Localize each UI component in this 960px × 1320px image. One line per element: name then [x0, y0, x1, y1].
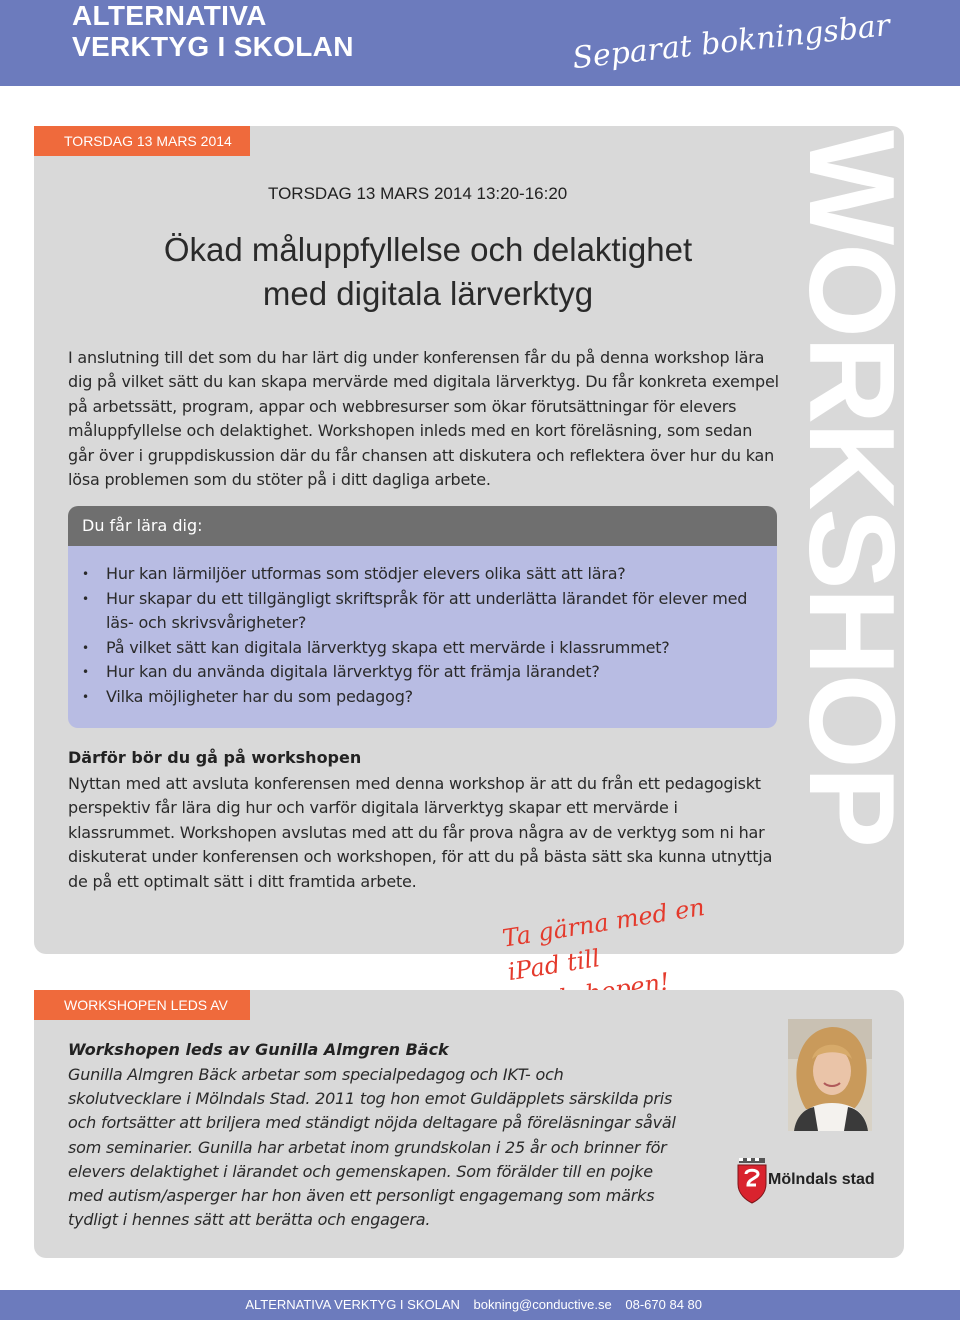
presenter-body: Gunilla Almgren Bäck arbetar som specialpedagog och IKT- och skolutvecklare i Mölndals Stad. 2011 tog hon emot Guldäpplets särskilda pris och fortsätter att briljera med ständigt nöjda deltagare på föreläsningar såväl som seminarier. Gunilla har arbetat inom grundskolan i 25 år och brinner för elevers delaktighet i lärandet och gemenskapen. Som förälder till en pojke med autism/asperger har hon även ett personligt engagemang som märks tydligt i hennes sätt att berätta och engagera. — [68, 1065, 676, 1230]
footer-phone: 08-670 84 80 — [625, 1297, 702, 1312]
why-heading: Därför bör du gå på workshopen — [68, 748, 362, 767]
presenter-tab: WORKSHOPEN LEDS AV — [34, 990, 250, 1020]
learn-item: • Hur kan lärmiljöer utformas som stödjer elevers olika sätt att lära? — [80, 562, 770, 587]
learn-item: • Hur skapar du ett tillgängligt skriftspråk för att underlätta lärandet för elever med läs- och skrivsvårigheter? — [80, 587, 770, 636]
brand-logo-text — [72, 0, 354, 62]
event-title — [68, 228, 788, 316]
footer-contact — [245, 1297, 702, 1312]
workshop-vertical-text: WORKSHOP — [784, 130, 920, 846]
learn-item: • Hur kan du använda digitala lärverktyg för att främja lärandet? — [80, 660, 770, 685]
date-tab: TORSDAG 13 MARS 2014 — [34, 126, 250, 156]
molndal-logo-text: Mölndals stad — [768, 1171, 875, 1188]
presenter-portrait-image — [788, 1019, 872, 1131]
event-datetime: TORSDAG 13 MARS 2014 13:20-16:20 — [268, 184, 568, 203]
learn-item: • På vilket sätt kan digitala lärverktyg skapa ett mervärde i klassrummet? — [80, 636, 770, 661]
brand-line-2: VERKTYG I SKOLAN — [72, 31, 354, 62]
why-body: Nyttan med att avsluta konferensen med denna workshop är att du från ett pedagogiskt perspektiv får lära dig hur och varför digitala lärverktyg skapar ett mervärde i klassrummet. Workshopen avslutas med att du får prova några av de verktyg som ni har diskuterat under konferensen och workshopen, för att du på bästa sätt ska kunna utnyttja de på ett optimalt sätt i ditt framtida arbete. — [68, 774, 773, 891]
presenter-photo — [788, 1019, 872, 1131]
event-title-line-2: med digitala lärverktyg — [262, 275, 594, 312]
molndal-crest-icon — [736, 1158, 768, 1204]
brand-line-1: ALTERNATIVA — [72, 0, 267, 31]
event-title-line-1: Ökad måluppfyllelse och delaktighet — [163, 231, 693, 268]
presenter-heading: Workshopen leds av Gunilla Almgren Bäck — [68, 1040, 449, 1059]
footer-org: ALTERNATIVA VERKTYG I SKOLAN — [245, 1297, 460, 1312]
footer-email[interactable]: bokning@conductive.se — [473, 1297, 612, 1312]
workshop-vertical-label — [784, 130, 920, 890]
ipad-note: Ta gärna med en iPad till — [500, 893, 707, 987]
learn-heading: Du får lära dig: — [68, 506, 777, 546]
learn-list — [80, 562, 770, 710]
header-tagline: Separat bokningsbar — [570, 8, 892, 77]
learn-item: • Vilka möjligheter har du som pedagog? — [80, 685, 770, 710]
event-intro: I anslutning till det som du har lärt dig under konferensen får du på denna workshop lära dig på vilket sätt du kan skapa mervärde med digitala lärverktyg. Du får konkreta exempel på arbetssätt, program, appar och webbresurser som ökar förutsättningar för elevers måluppfyllelse och delaktighet. Workshopen inleds med en kort föreläsning, som sedan går över i gruppdiskussion där du får chansen att diskutera och reflektera över hur du kan lösa problemen som du stöter på i ditt dagliga arbete. — [68, 348, 779, 490]
